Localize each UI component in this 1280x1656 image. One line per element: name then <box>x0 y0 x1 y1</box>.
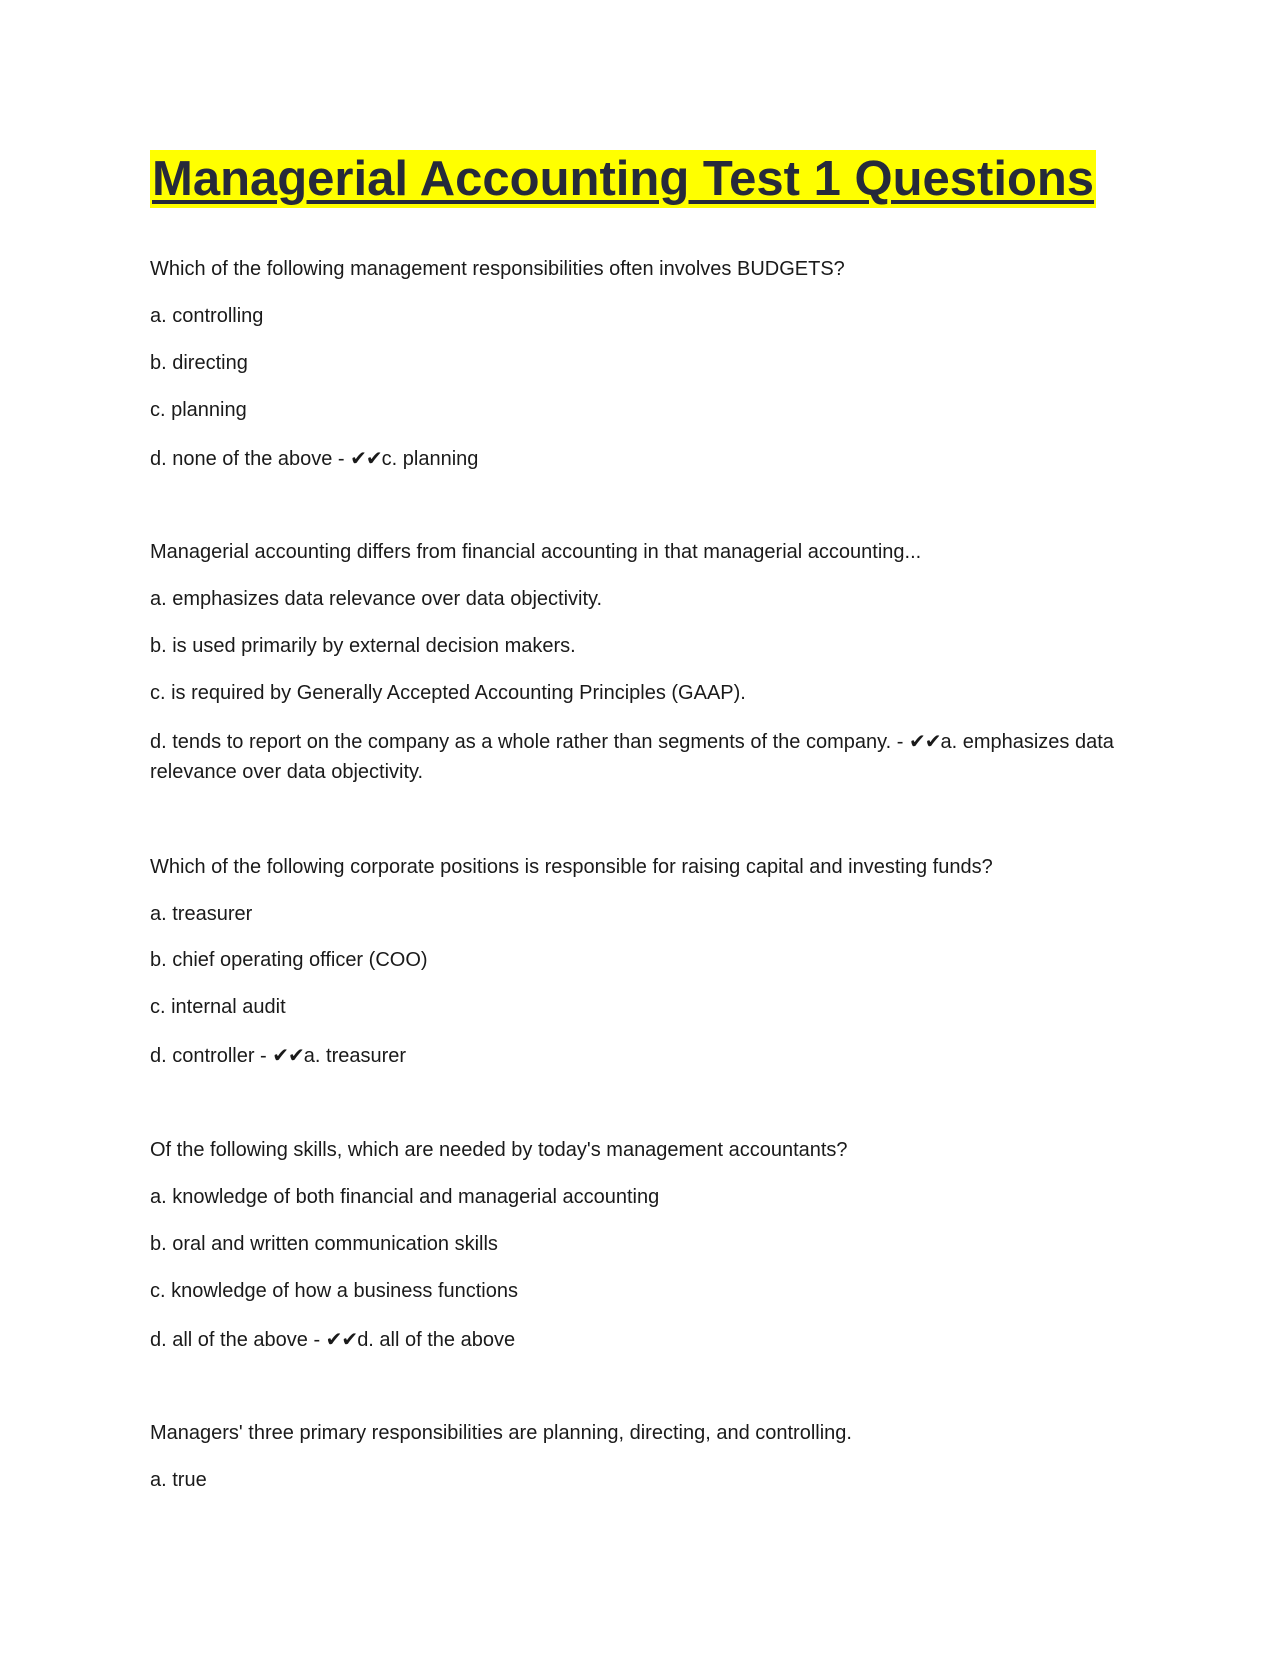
option-a: a. knowledge of both financial and managerial accounting <box>150 1186 660 1208</box>
question-text: Managers' three primary responsibilities are planning, directing, and controlling. <box>150 1422 852 1444</box>
double-check-icon: ✔✔ <box>908 729 941 753</box>
option-c: c. knowledge of how a business functions <box>150 1280 518 1302</box>
document-page <box>150 150 1140 1491</box>
option-b: b. oral and written communication skills <box>150 1233 498 1255</box>
question-text: Managerial accounting differs from financial accounting in that managerial accounting... <box>150 541 922 563</box>
double-check-icon: ✔✔ <box>350 446 382 470</box>
question-text: Which of the following management responsibilities often involves BUDGETS? <box>150 258 845 280</box>
option-a: a. controlling <box>150 305 264 327</box>
option-d: d. none of the above - <box>150 448 345 470</box>
title-block <box>150 150 1096 208</box>
option-c: c. internal audit <box>150 996 286 1018</box>
option-a: a. treasurer <box>150 903 253 925</box>
option-d-with-answer <box>150 1324 1140 1355</box>
answer-text: a. treasurer <box>303 1045 407 1067</box>
option-d-with-answer <box>150 726 1140 787</box>
option-d: d. tends to report on the company as a whole rather than segments of the company. - <box>150 731 904 753</box>
option-b: b. directing <box>150 352 248 374</box>
double-check-icon: ✔✔ <box>272 1043 304 1067</box>
document-title: Managerial Accounting Test 1 Questions <box>152 152 1095 206</box>
option-d-with-answer <box>150 443 1140 474</box>
option-c: c. is required by Generally Accepted Accounting Principles (GAAP). <box>150 682 746 704</box>
option-c: c. planning <box>150 399 247 421</box>
option-b: b. chief operating officer (COO) <box>150 949 428 971</box>
option-d: d. controller - <box>150 1045 267 1067</box>
option-a: a. true <box>150 1469 207 1491</box>
double-check-icon: ✔✔ <box>325 1327 358 1351</box>
answer-text: c. planning <box>381 448 479 470</box>
answer-text: d. all of the above <box>357 1329 516 1351</box>
answer-text: a. emphasizes data relevance over data objectivity. <box>150 731 1114 783</box>
question-text: Of the following skills, which are needed by today's management accountants? <box>150 1139 848 1161</box>
option-b: b. is used primarily by external decision makers. <box>150 635 576 657</box>
option-d: d. all of the above - <box>150 1329 321 1351</box>
option-a: a. emphasizes data relevance over data objectivity. <box>150 588 603 610</box>
question-text: Which of the following corporate positions is responsible for raising capital and investing funds? <box>150 856 993 878</box>
option-d-with-answer <box>150 1040 1140 1071</box>
